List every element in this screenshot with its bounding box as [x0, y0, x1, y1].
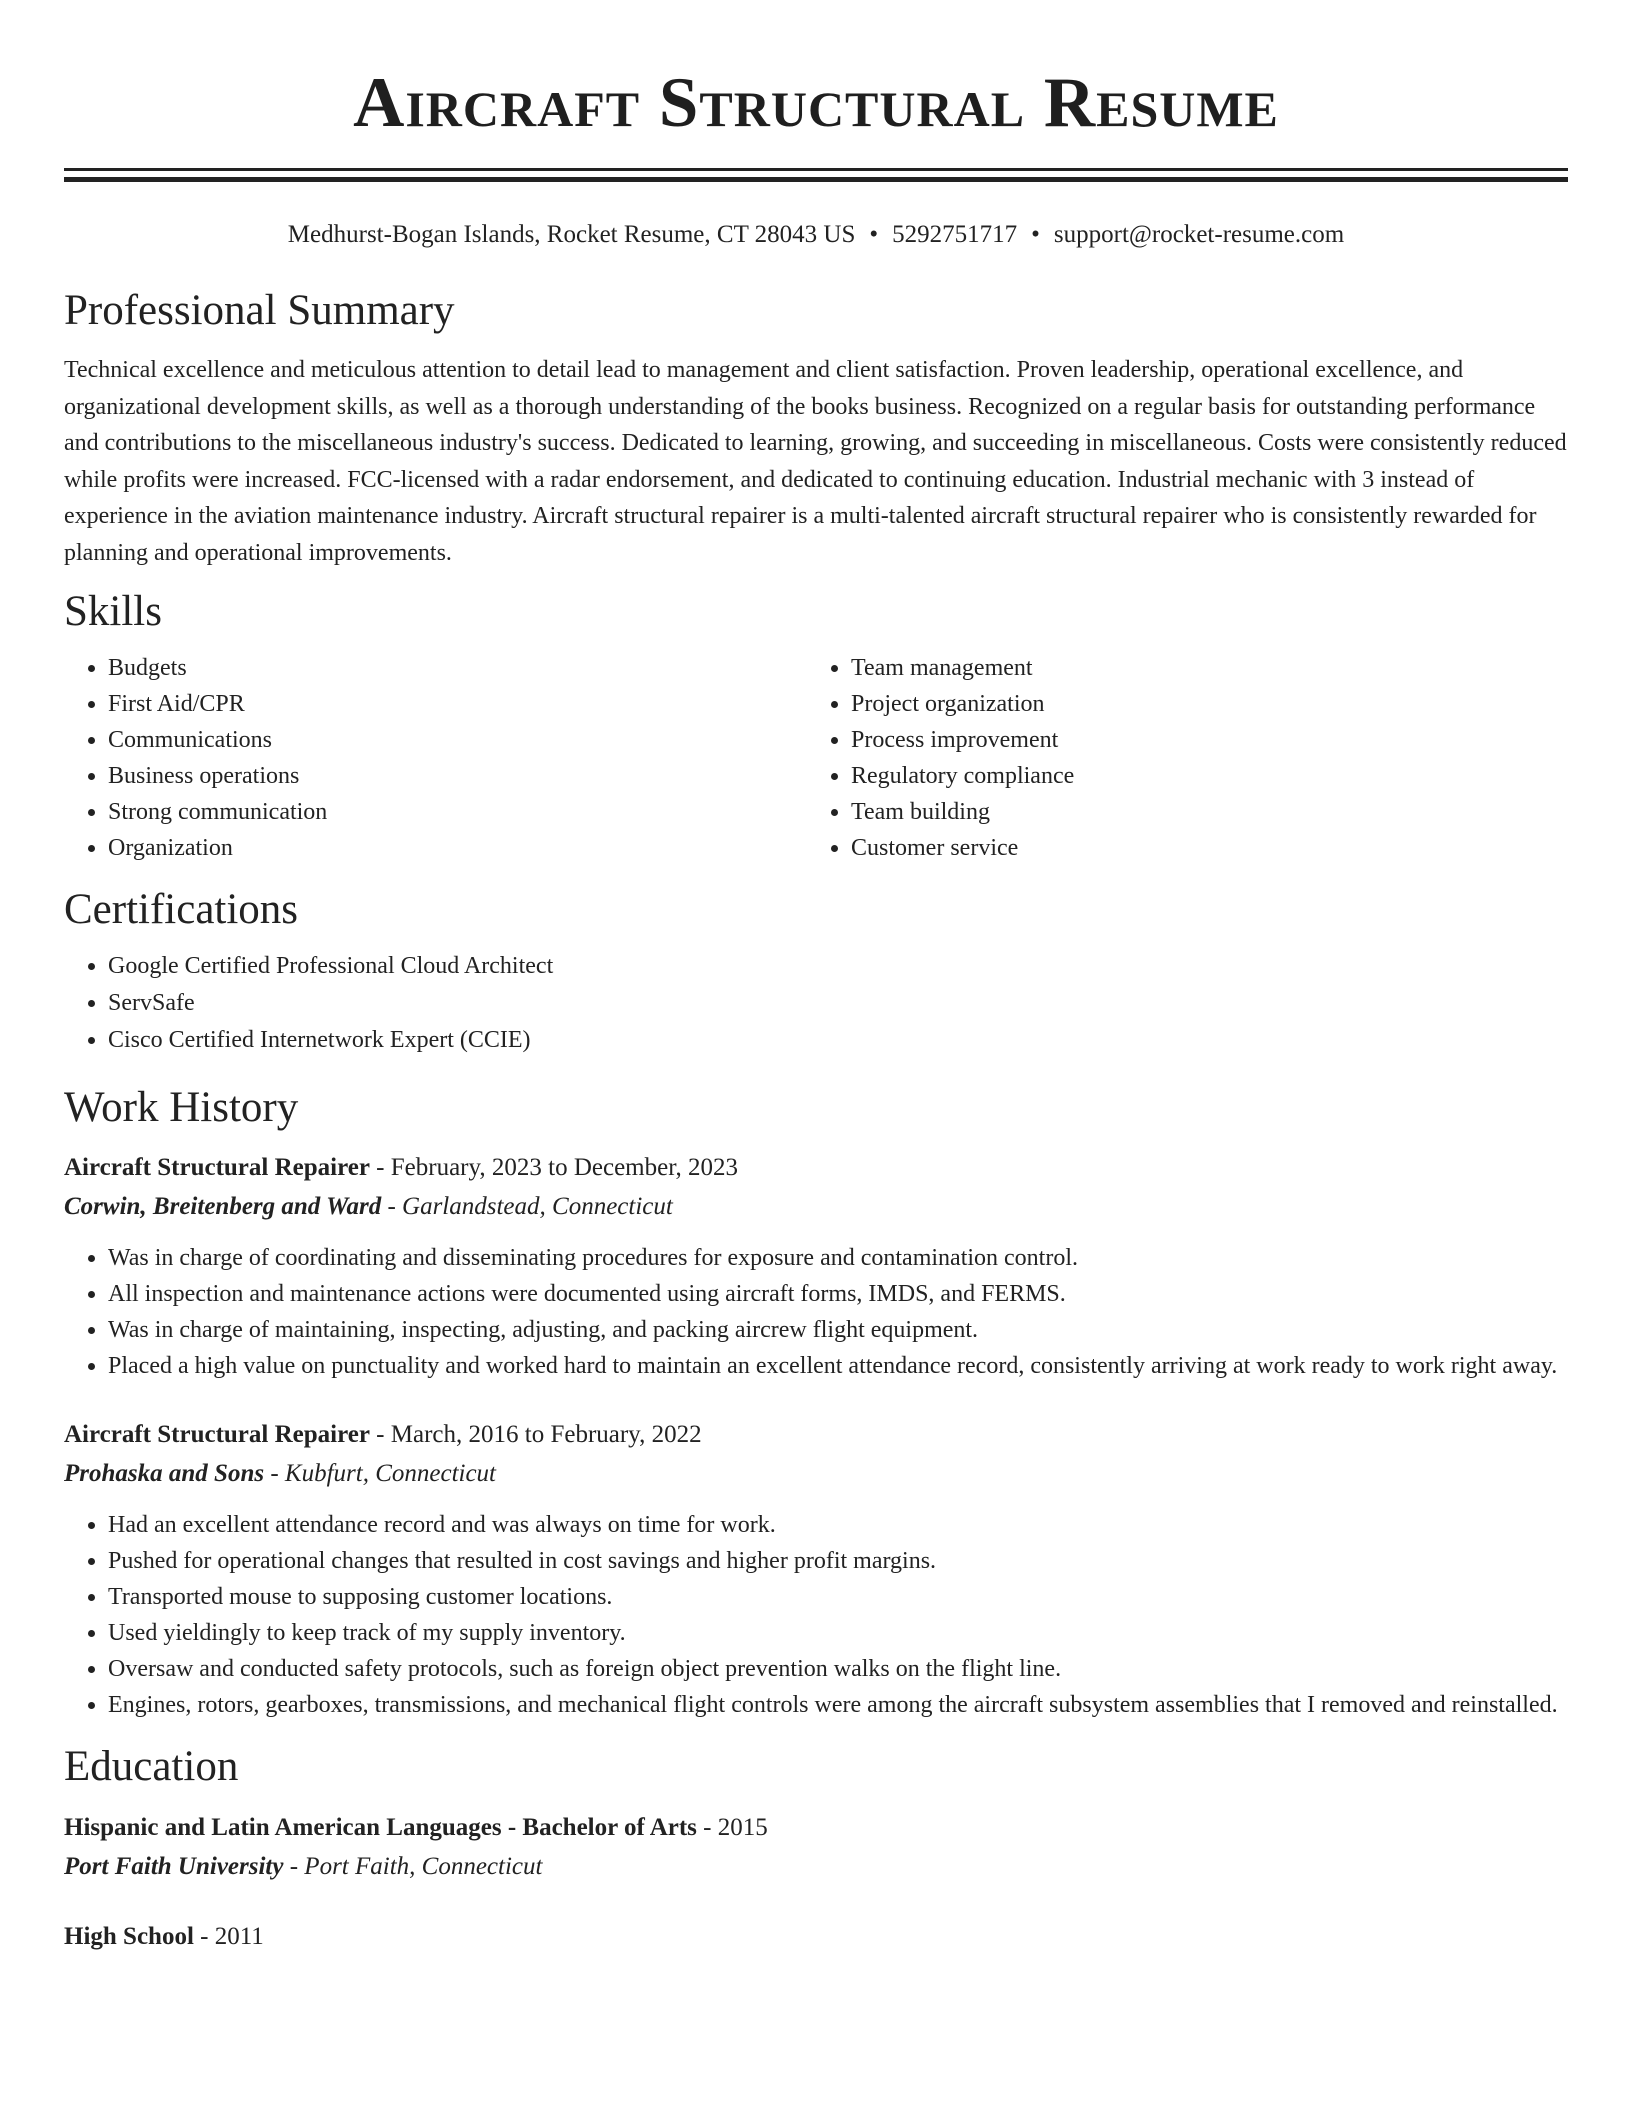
- skills-left-list: [64, 650, 807, 866]
- title-rule-thick: [64, 177, 1568, 182]
- education-year: - 2015: [696, 1814, 768, 1841]
- education-degree-line: [64, 1809, 1568, 1847]
- education-location: - Port Faith, Connecticut: [283, 1853, 543, 1880]
- job-bullets: [64, 1507, 1568, 1723]
- certification-item: • Google Certified Professional Cloud Architect: [108, 948, 1568, 985]
- summary-heading: Professional Summary: [64, 287, 455, 334]
- job-company: Corwin, Breitenberg and Ward: [64, 1193, 382, 1220]
- contact-address: Medhurst-Bogan Islands, Rocket Resume, CT 28043 US: [287, 221, 856, 248]
- skill-item: • Team building: [851, 794, 1550, 830]
- certifications-heading: Certifications: [64, 886, 299, 933]
- summary-section: [64, 283, 1568, 571]
- certification-item: • ServSafe: [108, 985, 1568, 1022]
- job-bullet: • Transported mouse to supposing customer locations.: [108, 1579, 1568, 1615]
- job-entry: [64, 1149, 1568, 1384]
- education-degree-line: [64, 1918, 1568, 1956]
- certifications-section: [64, 882, 1568, 1059]
- summary-text: Technical excellence and meticulous attention to detail lead to management and client satisfaction. Proven leadership, operational excellence, and organizational development skills, as well as a thorough understanding of the books business. Recognized on a regular basis for outstanding performance and contributions to the miscellaneous industry's success. Dedicated to learning, growing, and succeeding in miscellaneous. Costs were consistently reduced while profits were increased. FCC-licensed with a radar endorsement, and dedicated to continuing education. Industrial mechanic with 3 instead of experience in the aviation maintenance industry. Aircraft structural repairer is a multi-talented aircraft structural repairer who is consistently rewarded for planning and operational improvements.: [64, 357, 1567, 566]
- contact-separator: •: [869, 221, 879, 248]
- job-bullet: • Used yieldingly to keep track of my supply inventory.: [108, 1615, 1568, 1651]
- education-heading: Education: [64, 1743, 239, 1790]
- skill-item: • Regulatory compliance: [851, 758, 1550, 794]
- skills-heading: Skills: [64, 588, 162, 635]
- job-title: Aircraft Structural Repairer: [64, 1421, 370, 1448]
- skill-item: • Business operations: [108, 758, 807, 794]
- contact-email: support@rocket-resume.com: [1053, 221, 1345, 248]
- contact-separator: •: [1031, 221, 1040, 248]
- title-rule-thin: [64, 168, 1568, 171]
- education-school-line: [64, 1847, 1568, 1886]
- skill-item: • Budgets: [108, 650, 807, 686]
- education-school: Port Faith University: [64, 1853, 284, 1880]
- skill-item: • First Aid/CPR: [108, 686, 807, 722]
- job-company-line: [64, 1187, 1568, 1226]
- skill-item: • Strong communication: [108, 794, 807, 830]
- job-location: - Kubfurt, Connecticut: [264, 1460, 496, 1487]
- job-title: Aircraft Structural Repairer: [64, 1154, 370, 1181]
- work-history-heading: Work History: [64, 1084, 299, 1131]
- job-bullet: • Pushed for operational changes that resulted in cost savings and higher profit margins.: [108, 1543, 1568, 1579]
- skills-section: [64, 584, 1568, 866]
- job-bullet: • All inspection and maintenance actions were documented using aircraft forms, IMDS, and FERMS.: [108, 1276, 1568, 1312]
- resume-title: Aircraft Structural Resume: [353, 64, 1279, 142]
- certifications-list: [64, 948, 1568, 1059]
- education-section: [64, 1739, 1568, 1956]
- contact-line: [64, 218, 1568, 252]
- skills-columns: [64, 650, 1568, 866]
- job-bullet: • Placed a high value on punctuality and worked hard to maintain an excellent attendance record, consistently arriving at work ready to work right away.: [108, 1348, 1568, 1384]
- job-bullet: • Oversaw and conducted safety protocols, such as foreign object prevention walks on the flight line.: [108, 1651, 1568, 1687]
- skill-item: • Process improvement: [851, 722, 1550, 758]
- job-entry: [64, 1416, 1568, 1723]
- education-degree: High School: [64, 1923, 194, 1950]
- skills-right-list: [807, 650, 1550, 866]
- job-title-line: [64, 1149, 1568, 1187]
- education-entry: [64, 1918, 1568, 1956]
- job-bullets: [64, 1240, 1568, 1384]
- job-location: - Garlandstead, Connecticut: [381, 1193, 673, 1220]
- education-degree: Hispanic and Latin American Languages - Bachelor of Arts: [64, 1814, 697, 1841]
- work-history-section: [64, 1080, 1568, 1723]
- contact-phone: 5292751717: [892, 221, 1018, 248]
- skill-item: • Customer service: [851, 830, 1550, 866]
- job-bullet: • Was in charge of coordinating and disseminating procedures for exposure and contamination control.: [108, 1240, 1568, 1276]
- job-bullet: • Engines, rotors, gearboxes, transmissions, and mechanical flight controls were among the aircraft subsystem assemblies that I removed and reinstalled.: [108, 1687, 1568, 1723]
- job-bullet: • Was in charge of maintaining, inspecting, adjusting, and packing aircrew flight equipment.: [108, 1312, 1568, 1348]
- skill-item: • Team management: [851, 650, 1550, 686]
- job-dates: - March, 2016 to February, 2022: [369, 1421, 702, 1448]
- education-entry: [64, 1809, 1568, 1886]
- job-company-line: [64, 1454, 1568, 1493]
- job-bullet: • Had an excellent attendance record and was always on time for work.: [108, 1507, 1568, 1543]
- job-dates: - February, 2023 to December, 2023: [369, 1154, 739, 1181]
- education-year: - 2011: [193, 1923, 264, 1950]
- job-title-line: [64, 1416, 1568, 1454]
- job-company: Prohaska and Sons: [64, 1460, 265, 1487]
- certification-item: • Cisco Certified Internetwork Expert (CCIE): [108, 1022, 1568, 1059]
- skill-item: • Organization: [108, 830, 807, 866]
- skill-item: • Project organization: [851, 686, 1550, 722]
- skill-item: • Communications: [108, 722, 807, 758]
